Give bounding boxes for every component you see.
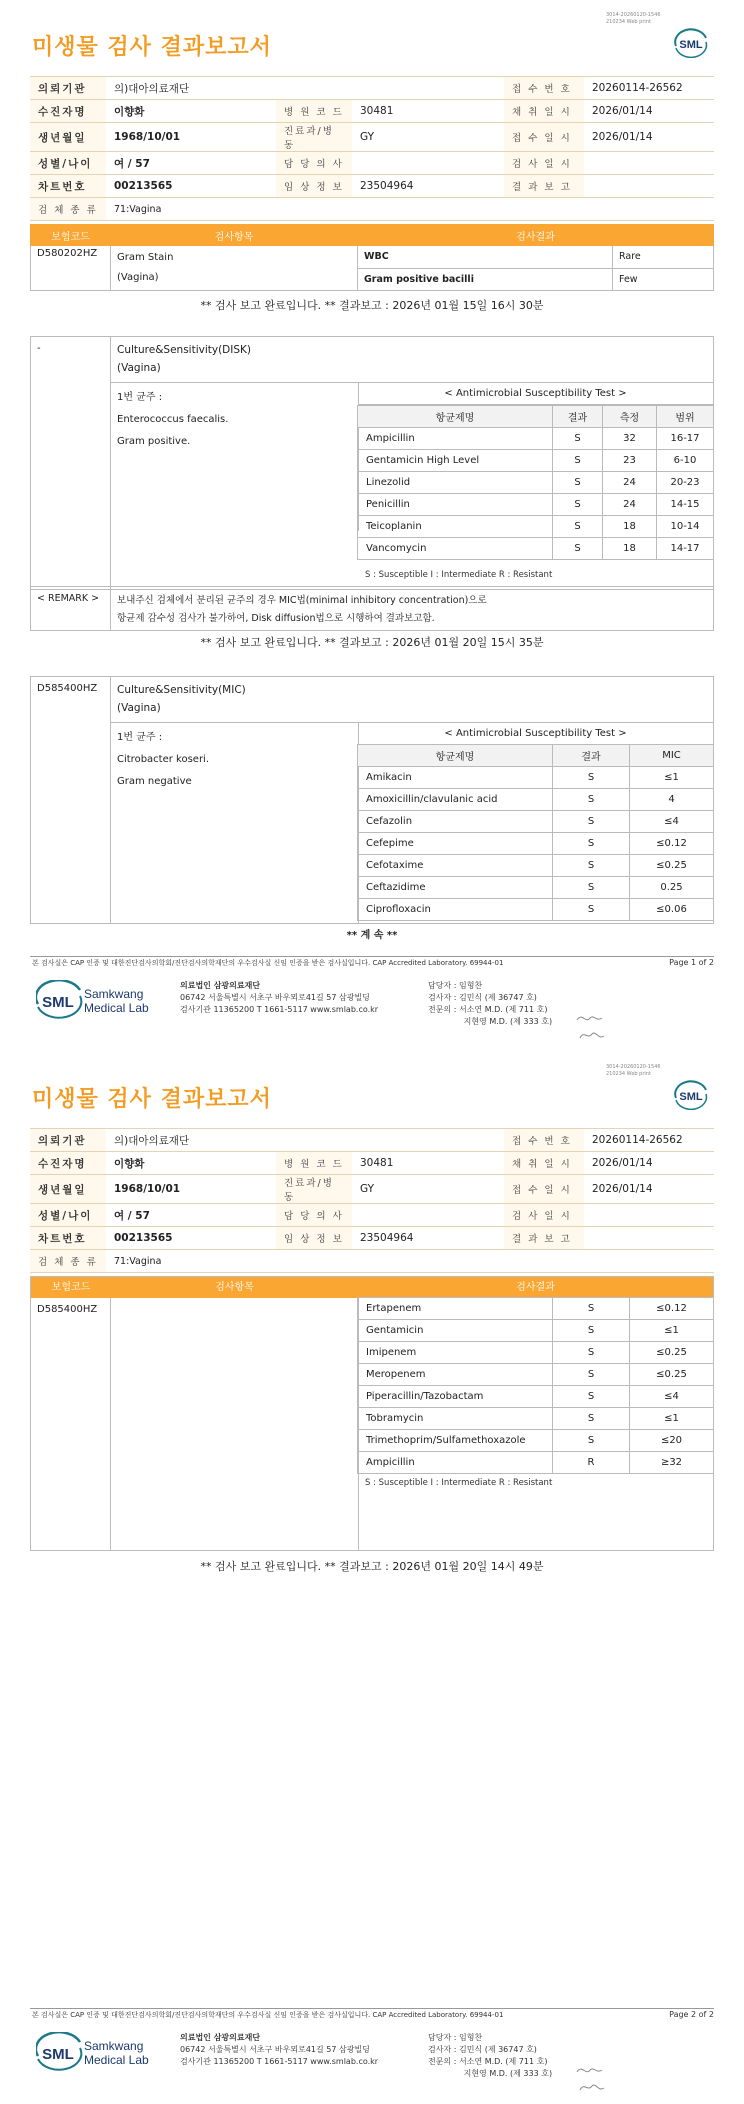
sex-age-value: 여 / 57 xyxy=(106,152,276,175)
label: 접 수 번 호 xyxy=(504,1129,584,1152)
cert-note: 본 검사실은 CAP 인증 및 대한진단검사의학회/진단검사의학재단의 우수검사실 신임 인증을 받은 검사실입니다. CAP Accredited Laboratory. 69944-01 xyxy=(32,959,504,967)
staff-line: 담당자 : 임형찬 xyxy=(428,2033,483,2042)
drug-mic: 4 xyxy=(630,789,714,811)
label: 생년월일 xyxy=(30,123,106,152)
table-row xyxy=(358,1430,714,1452)
drug-result: S xyxy=(553,899,630,921)
drug-name: Trimethoprim/Sulfamethoxazole xyxy=(358,1430,553,1452)
contact-line: 검사기관 11365200 T 1661-5117 www.smlab.co.kr xyxy=(180,1005,379,1014)
chart-no-value: 00213565 xyxy=(106,175,276,198)
staff-line: 전문의 : 서소연 M.D. (제 711 호) xyxy=(428,2057,548,2066)
report-value xyxy=(584,1227,714,1250)
label: 담 당 의 사 xyxy=(276,1204,352,1227)
label: 검 사 일 시 xyxy=(504,1204,584,1227)
table-row xyxy=(358,1342,714,1364)
specimen-value: 71:Vagina xyxy=(106,198,714,221)
label: 생년월일 xyxy=(30,1175,106,1204)
patient-name: 이향화 xyxy=(106,1152,276,1175)
organism-name: Enterococcus faecalis. xyxy=(117,414,229,425)
report-value xyxy=(584,175,714,198)
test-name: Gram Stain xyxy=(117,252,174,263)
drug-mic: ≤0.25 xyxy=(630,1342,714,1364)
test-name: Culture&Sensitivity(DISK) xyxy=(117,344,251,356)
drug-mic: ≤1 xyxy=(630,1320,714,1342)
drug-name: Piperacillin/Tazobactam xyxy=(358,1386,553,1408)
drug-result: S xyxy=(553,789,630,811)
remark-line: 보내주신 검체에서 분리된 균주의 경우 MIC법(minimal inhibitory concentration)으로 xyxy=(117,595,487,606)
report-complete-note: ** 검사 보고 완료입니다. ** 결과보고 : 2026년 01월 20일 15시 35분 xyxy=(200,636,544,649)
patient-name: 이향화 xyxy=(106,100,276,123)
label: 접 수 일 시 xyxy=(504,1175,584,1204)
test-date-value xyxy=(584,152,714,175)
drug-mic: ≤0.25 xyxy=(630,855,714,877)
organism-info xyxy=(117,727,209,793)
sml-logo-icon xyxy=(672,1080,710,1110)
table-row xyxy=(358,1408,714,1430)
receipt-no-value: 20260114-26562 xyxy=(584,77,714,100)
table-row xyxy=(358,1364,714,1386)
report-title: 미생물 검사 결과보고서 xyxy=(32,1087,272,1112)
drug-name: Cefepime xyxy=(358,833,553,855)
page-number: Page 2 of 2 xyxy=(669,2010,714,2019)
insurance-code: D585400HZ xyxy=(31,677,111,924)
disk-ast-table xyxy=(357,405,714,560)
staff-list xyxy=(428,2032,552,2080)
staff-line: 검사자 : 김민식 (제 36747 호) xyxy=(428,2045,537,2054)
hospital-code-value: 30481 xyxy=(352,100,504,123)
col-header: 결과 xyxy=(553,406,603,428)
drug-name: Cefazolin xyxy=(358,811,553,833)
insurance-code: - xyxy=(31,337,111,590)
org-name: 의료법인 삼광의료재단 xyxy=(180,2033,261,2042)
collect-date-value: 2026/01/14 xyxy=(584,100,714,123)
label: 채 취 일 시 xyxy=(504,1152,584,1175)
samkwang-logo-icon xyxy=(36,2032,156,2072)
organism-no: 1번 균주 : xyxy=(117,732,163,743)
table-row xyxy=(358,1386,714,1408)
staff-list xyxy=(428,980,552,1028)
table-row xyxy=(358,494,714,516)
drug-result: S xyxy=(553,538,603,560)
staff-line: 전문의 : 서소연 M.D. (제 711 호) xyxy=(428,1005,548,1014)
drug-result: S xyxy=(553,855,630,877)
drug-mic: ≤0.12 xyxy=(630,833,714,855)
report-complete-note: ** 검사 보고 완료입니다. ** 결과보고 : 2026년 01월 20일 14시 49분 xyxy=(200,1560,544,1573)
table-row xyxy=(358,516,714,538)
organism-no: 1번 균주 : xyxy=(117,392,163,403)
drug-value: 32 xyxy=(603,428,657,450)
cert-note: 본 검사실은 CAP 인증 및 대한진단검사의학회/진단검사의학재단의 우수검사실 신임 인증을 받은 검사실입니다. CAP Accredited Laboratory. 69944-01 xyxy=(32,2011,504,2019)
doctor-value xyxy=(352,152,504,175)
svg-text:Medical Lab: Medical Lab xyxy=(84,2053,149,2067)
drug-name: Tobramycin xyxy=(358,1408,553,1430)
clinical-value: 23504964 xyxy=(352,175,504,198)
svg-text:Samkwang: Samkwang xyxy=(84,2039,144,2053)
drug-mic: ≤4 xyxy=(630,1386,714,1408)
header-item: 검사항목 xyxy=(111,225,358,246)
label: 검 사 일 시 xyxy=(504,152,584,175)
dept-value: GY xyxy=(352,123,504,152)
label: 병 원 코 드 xyxy=(276,1152,352,1175)
label: 의뢰기관 xyxy=(30,77,106,100)
label: 채 취 일 시 xyxy=(504,100,584,123)
col-header: MIC xyxy=(630,745,714,767)
drug-name: Vancomycin xyxy=(358,538,553,560)
receipt-date-value: 2026/01/14 xyxy=(584,1175,714,1204)
header-code: 보험코드 xyxy=(51,1282,91,1293)
report-title: 미생물 검사 결과보고서 xyxy=(32,35,272,60)
label: 담 당 의 사 xyxy=(276,152,352,175)
drug-result: S xyxy=(553,833,630,855)
drug-result: R xyxy=(553,1452,630,1474)
drug-name: Cefotaxime xyxy=(358,855,553,877)
stamp-line: 210234 Web print xyxy=(606,19,651,25)
clinical-value: 23504964 xyxy=(352,1227,504,1250)
samkwang-logo-icon xyxy=(36,980,156,1020)
hospital-code-value: 30481 xyxy=(352,1152,504,1175)
sml-logo-icon xyxy=(672,28,710,58)
label: 결 과 보 고 xyxy=(504,175,584,198)
mic-ast-table-continued xyxy=(357,1297,714,1474)
label: 접 수 번 호 xyxy=(504,77,584,100)
result-value: Few xyxy=(613,268,714,291)
test-specimen: (Vagina) xyxy=(117,272,159,283)
print-stamp xyxy=(606,1064,661,1078)
test-name: Culture&Sensitivity(MIC) xyxy=(117,684,246,696)
test-item xyxy=(111,677,713,723)
result-name: Gram positive bacilli xyxy=(358,268,613,291)
test-date-value xyxy=(584,1204,714,1227)
label: 차트번호 xyxy=(30,1227,106,1250)
table-row xyxy=(358,899,714,921)
footer-rule xyxy=(30,2008,714,2009)
chart-no-value: 00213565 xyxy=(106,1227,276,1250)
organism-gram: Gram positive. xyxy=(117,436,191,447)
drug-result: S xyxy=(553,1408,630,1430)
label: 병 원 코 드 xyxy=(276,100,352,123)
drug-name: Linezolid xyxy=(358,472,553,494)
staff-line: 담당자 : 임형찬 xyxy=(428,981,483,990)
drug-result: S xyxy=(553,450,603,472)
insurance-code: D585400HZ xyxy=(31,1298,111,1551)
drug-name: Ertapenem xyxy=(358,1298,553,1320)
svg-text:SML: SML xyxy=(679,1091,703,1103)
label: 접 수 일 시 xyxy=(504,123,584,152)
drug-value: 18 xyxy=(603,538,657,560)
header-code: 보험코드 xyxy=(31,225,111,246)
table-row xyxy=(358,450,714,472)
table-row xyxy=(358,811,714,833)
drug-mic: ≤1 xyxy=(630,1408,714,1430)
table-row xyxy=(358,1298,714,1320)
patient-info-table xyxy=(30,1128,714,1273)
drug-range: 14-15 xyxy=(657,494,714,516)
table-row xyxy=(358,428,714,450)
drug-range: 10-14 xyxy=(657,516,714,538)
mic-ast-table xyxy=(357,744,714,921)
drug-value: 18 xyxy=(603,516,657,538)
drug-range: 14-17 xyxy=(657,538,714,560)
patient-info-table xyxy=(30,76,714,221)
test-item xyxy=(111,246,358,291)
footer-rule xyxy=(30,956,714,957)
table-row xyxy=(358,877,714,899)
col-header: 범위 xyxy=(657,406,714,428)
drug-result: S xyxy=(553,1298,630,1320)
dob-value: 1968/10/01 xyxy=(106,1175,276,1204)
dept-value: GY xyxy=(352,1175,504,1204)
table-row xyxy=(358,1452,714,1474)
drug-name: Ceftazidime xyxy=(358,877,553,899)
drug-name: Ampicillin xyxy=(358,1452,553,1474)
drug-result: S xyxy=(553,1386,630,1408)
test-specimen: (Vagina) xyxy=(117,702,161,714)
table-row xyxy=(358,789,714,811)
drug-result: S xyxy=(553,494,603,516)
table-row xyxy=(358,833,714,855)
drug-result: S xyxy=(553,1364,630,1386)
receipt-date-value: 2026/01/14 xyxy=(584,123,714,152)
svg-text:SML: SML xyxy=(679,39,703,51)
drug-name: Ciprofloxacin xyxy=(358,899,553,921)
drug-value: 24 xyxy=(603,472,657,494)
svg-text:Medical Lab: Medical Lab xyxy=(84,1001,149,1015)
col-header: 항균제명 xyxy=(358,745,553,767)
dob-value: 1968/10/01 xyxy=(106,123,276,152)
susceptibility-legend: S : Susceptible I : Intermediate R : Resistant xyxy=(365,1478,553,1488)
organism-name: Citrobacter koseri. xyxy=(117,754,210,765)
address-line: 06742 서울특별시 서초구 바우뫼로41길 57 삼광빌딩 xyxy=(180,993,370,1002)
signature-icon xyxy=(574,1010,608,1046)
drug-mic: 0.25 xyxy=(630,877,714,899)
drug-result: S xyxy=(553,1430,630,1452)
sex-age-value: 여 / 57 xyxy=(106,1204,276,1227)
continued-note: ** 계 속 ** xyxy=(346,930,398,941)
drug-result: S xyxy=(553,516,603,538)
remark-box xyxy=(30,586,714,631)
report-complete-note: ** 검사 보고 완료입니다. ** 결과보고 : 2026년 01월 15일 16시 30분 xyxy=(200,299,544,312)
label: 검 체 종 류 xyxy=(30,198,106,221)
label: 임 상 정 보 xyxy=(276,175,352,198)
label: 결 과 보 고 xyxy=(504,1227,584,1250)
test-item xyxy=(111,337,713,383)
contact-line: 검사기관 11365200 T 1661-5117 www.smlab.co.kr xyxy=(180,2057,379,2066)
table-row xyxy=(358,855,714,877)
drug-mic: ≥32 xyxy=(630,1452,714,1474)
drug-range: 16-17 xyxy=(657,428,714,450)
drug-result: S xyxy=(553,1342,630,1364)
drug-name: Gentamicin xyxy=(358,1320,553,1342)
label: 수진자명 xyxy=(30,100,106,123)
susceptibility-legend: S : Susceptible I : Intermediate R : Resistant xyxy=(365,570,553,580)
drug-mic: ≤4 xyxy=(630,811,714,833)
report-page-2 xyxy=(0,1052,744,2104)
collect-date-value: 2026/01/14 xyxy=(584,1152,714,1175)
stamp-line: 3014-20260120-1546 xyxy=(606,1064,661,1070)
drug-result: S xyxy=(553,1320,630,1342)
org-name: 의료법인 삼광의료재단 xyxy=(180,981,261,990)
test-specimen: (Vagina) xyxy=(117,362,161,374)
drug-range: 20-23 xyxy=(657,472,714,494)
result-name: WBC xyxy=(358,246,613,269)
drug-name: Gentamicin High Level xyxy=(358,450,553,472)
col-header: 항균제명 xyxy=(358,406,553,428)
remark-label: < REMARK > xyxy=(31,587,111,631)
insurance-code: D580202HZ xyxy=(31,246,111,291)
drug-name: Ampicillin xyxy=(358,428,553,450)
drug-mic: ≤20 xyxy=(630,1430,714,1452)
col-header: 결과 xyxy=(553,745,630,767)
label: 성별/나이 xyxy=(30,152,106,175)
label: 검 체 종 류 xyxy=(30,1250,106,1273)
organism-gram: Gram negative xyxy=(117,776,192,787)
drug-name: Penicillin xyxy=(358,494,553,516)
svg-text:SML: SML xyxy=(42,994,74,1011)
signature-icon xyxy=(574,2062,608,2098)
staff-line: 지현영 M.D. (제 333 호) xyxy=(428,1017,553,1026)
result-value: Rare xyxy=(613,246,714,269)
label: 성별/나이 xyxy=(30,1204,106,1227)
label: 수진자명 xyxy=(30,1152,106,1175)
staff-line: 검사자 : 김민식 (제 36747 호) xyxy=(428,993,537,1002)
page-number: Page 1 of 2 xyxy=(669,958,714,967)
ast-title: < Antimicrobial Susceptibility Test > xyxy=(358,723,713,745)
print-stamp xyxy=(606,12,661,26)
receipt-no-value: 20260114-26562 xyxy=(584,1129,714,1152)
stamp-line: 3014-20260120-1546 xyxy=(606,12,661,18)
svg-text:Samkwang: Samkwang xyxy=(84,987,144,1001)
col-header: 측정 xyxy=(603,406,657,428)
drug-name: Imipenem xyxy=(358,1342,553,1364)
specimen-value: 71:Vagina xyxy=(106,1250,714,1273)
header-result: 검사결과 xyxy=(358,225,714,246)
organism-info xyxy=(117,387,228,453)
label: 진료과/병동 xyxy=(276,123,352,152)
remark-text xyxy=(117,592,487,628)
table-row xyxy=(358,1320,714,1342)
drug-name: Amoxicillin/clavulanic acid xyxy=(358,789,553,811)
svg-text:SML: SML xyxy=(42,2046,74,2063)
lab-address xyxy=(180,2032,378,2068)
lab-address xyxy=(180,980,378,1016)
drug-result: S xyxy=(553,877,630,899)
institution-value: 의)대아의료재단 xyxy=(106,1129,504,1152)
drug-value: 24 xyxy=(603,494,657,516)
drug-result: S xyxy=(553,767,630,789)
drug-result: S xyxy=(553,811,630,833)
institution-value: 의)대아의료재단 xyxy=(106,77,504,100)
drug-name: Amikacin xyxy=(358,767,553,789)
stamp-line: 210234 Web print xyxy=(606,1071,651,1077)
header-result: 검사결과 xyxy=(516,1282,555,1293)
staff-line: 지현영 M.D. (제 333 호) xyxy=(428,2069,553,2078)
drug-name: Meropenem xyxy=(358,1364,553,1386)
header-item: 검사항목 xyxy=(215,1282,254,1293)
drug-value: 23 xyxy=(603,450,657,472)
address-line: 06742 서울특별시 서초구 바우뫼로41길 57 삼광빌딩 xyxy=(180,2045,370,2054)
drug-mic: ≤0.12 xyxy=(630,1298,714,1320)
drug-range: 6-10 xyxy=(657,450,714,472)
gram-stain-table xyxy=(30,224,714,291)
table-row xyxy=(358,472,714,494)
table-row xyxy=(358,538,714,560)
drug-name: Teicoplanin xyxy=(358,516,553,538)
ast-title: < Antimicrobial Susceptibility Test > xyxy=(358,383,713,405)
drug-result: S xyxy=(553,472,603,494)
drug-mic: ≤0.06 xyxy=(630,899,714,921)
label: 차트번호 xyxy=(30,175,106,198)
drug-mic: ≤0.25 xyxy=(630,1364,714,1386)
label: 임 상 정 보 xyxy=(276,1227,352,1250)
label: 의뢰기관 xyxy=(30,1129,106,1152)
remark-line: 항균제 감수성 검사가 불가하여, Disk diffusion법으로 시행하여 결과보고함. xyxy=(117,613,435,624)
doctor-value xyxy=(352,1204,504,1227)
label: 진료과/병동 xyxy=(276,1175,352,1204)
table-row xyxy=(358,767,714,789)
drug-result: S xyxy=(553,428,603,450)
drug-mic: ≤1 xyxy=(630,767,714,789)
